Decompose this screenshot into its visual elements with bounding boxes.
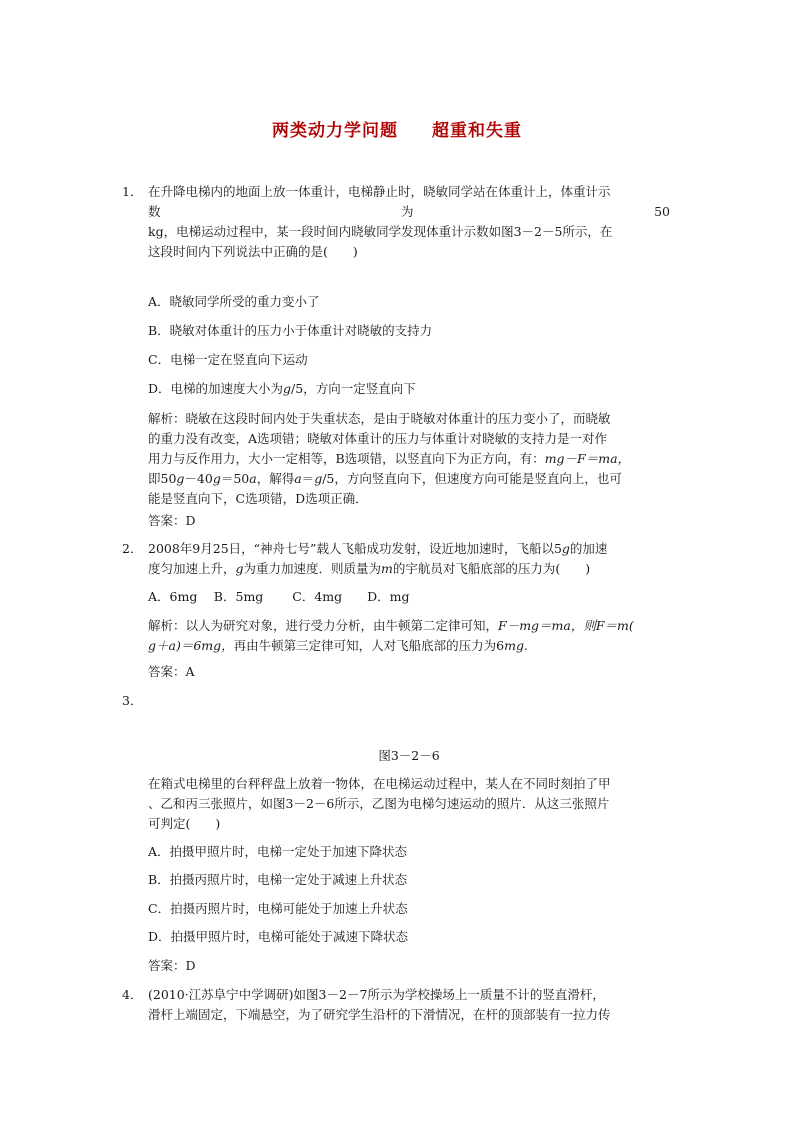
q1-line4: 这段时间内下列说法中正确的是( ) — [148, 244, 358, 259]
q3-stem: 在箱式电梯里的台秤秤盘上放着一物体，在电梯运动过程中，某人在不同时刻拍了甲 、乙和丙三张照片，如图3－2－6所示，乙图为电梯匀速运动的照片．从这三张照片 可判定( ) — [148, 776, 611, 831]
q3-option-d: D．拍摄甲照片时，电梯可能处于减速下降状态 — [148, 929, 409, 944]
q1-option-b: B．晓敏对体重计的压力小于体重计对晓敏的支持力 — [148, 323, 433, 338]
q3-number: 3． — [122, 693, 143, 708]
q4-stem: (2010·江苏阜宁中学调研)如图3－2－7所示为学校操场上一质量不计的竖直滑杆， 滑杆上端固定，下端悬空，为了研究学生沿杆的下滑情况，在杆的顶部装有一拉力传 — [148, 987, 611, 1022]
q2-explanation: 解析：以人为研究对象，进行受力分析，由牛顿第二定律可知，F－mg＝ma，则F＝m( g＋a)＝6mg，再由牛顿第三定律可知，人对飞船底部的压力为6mg. — [148, 618, 634, 653]
q3-option-a: A．拍摄甲照片时，电梯一定处于加速下降状态 — [148, 844, 408, 859]
q3-option-b: B．拍摄丙照片时，电梯一定处于减速上升状态 — [148, 872, 408, 887]
q1-option-d: D．电梯的加速度大小为g/5，方向一定竖直向下 — [148, 381, 416, 396]
title-part1: 两类动力学问题 — [272, 121, 398, 141]
q2-number: 2． — [122, 541, 143, 556]
q2-answer: 答案：A — [148, 664, 195, 679]
q3-figure-caption: 图3－2－6 — [378, 748, 440, 763]
q2-options: A．6mg B．5mg C．4mg D．mg — [148, 589, 410, 604]
q2-stem: 2008年9月25日，“神舟七号”载人飞船成功发射，设近地加速时，飞船以5g的加速 度匀加速上升，g为重力加速度．则质量为m的宇航员对飞船底部的压力为( ) — [148, 541, 608, 576]
q3-option-c: C．拍摄丙照片时，电梯可能处于加速上升状态 — [148, 901, 408, 916]
q1-line2: 数 为 50 — [148, 204, 670, 219]
q1-option-c: C．电梯一定在竖直向下运动 — [148, 352, 308, 367]
q1-line1: 在升降电梯内的地面上放一体重计，电梯静止时，晓敏同学站在体重计上，体重计示 — [148, 184, 611, 199]
q1-explanation: 解析：晓敏在这段时间内处于失重状态，是由于晓敏对体重计的压力变小了，而晓敏 的重力没有改变，A选项错；晓敏对体重计的压力与体重计对晓敏的支持力是一对作 用力与反作用力，大小一定相等，B选项错，以竖直向下为正方向，有：mg－F＝ma， 即50g－40g＝50a，解得a＝g/5，方向竖直向下，但速度方向可能是竖直向上，也可 能是竖直向下，C选项错，D选项正确． — [148, 411, 631, 506]
title-part2: 超重和失重 — [432, 121, 522, 141]
q3-answer: 答案：D — [148, 958, 196, 973]
q1-answer: 答案：D — [148, 513, 196, 528]
q1-number: 1． — [122, 184, 143, 199]
page-title — [0, 116, 794, 141]
q4-number: 4． — [122, 987, 143, 1002]
q1-stem — [148, 182, 670, 262]
q1-line3: kg，电梯运动过程中，某一段时间内晓敏同学发现体重计示数如图3－2－5所示，在 — [148, 224, 613, 239]
q1-option-a: A．晓敏同学所受的重力变小了 — [148, 294, 320, 309]
